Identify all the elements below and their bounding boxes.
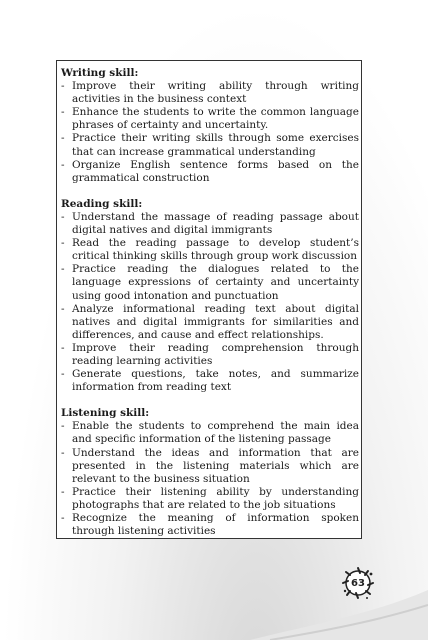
list-item: - Analyze informational reading text about digital natives and digital immigrants for similarities and differences, and cause and effect relationships.: [61, 303, 359, 342]
listening-skill-section: [61, 407, 359, 538]
list-item: - Read the reading passage to develop student’s critical thinking skills through group work discussion: [61, 237, 359, 263]
list-item: - Improve their writing ability through writing activities in the business context: [61, 80, 359, 106]
list-item: - Understand the massage of reading passage about digital natives and digital immigrants: [61, 211, 359, 237]
reading-skill-section: [61, 198, 359, 394]
section-title: Listening skill:: [61, 407, 150, 420]
skills-box: [56, 60, 362, 539]
page-number: 63: [351, 577, 365, 589]
list-item: - Practice reading the dialogues related to the language expressions of certainty and uncertainty using good intonation and punctuation: [61, 263, 359, 302]
list-item: - Practice their writing skills through some exercises that can increase grammatical understanding: [61, 132, 359, 158]
list-item: - Recognize the meaning of information spoken through listening activities: [61, 512, 359, 538]
decorative-swoosh: [250, 585, 428, 640]
list-item: - Generate questions, take notes, and summarize information from reading text: [61, 368, 359, 394]
writing-skill-section: [61, 67, 359, 185]
section-title: Writing skill:: [61, 67, 139, 79]
list-item: - Organize English sentence forms based on the grammatical construction: [61, 159, 359, 185]
list-item: - Practice their listening ability by understanding photographs that are related to the job situations: [61, 486, 359, 512]
page-number-badge: [340, 565, 376, 601]
section-title: Reading skill:: [61, 197, 143, 210]
list-item: - Enable the students to comprehend the main idea and specific information of the listening passage: [61, 420, 359, 446]
list-item: - Improve their reading comprehension through reading learning activities: [61, 342, 359, 368]
list-item: - Understand the ideas and information that are presented in the listening materials which are relevant to the business situation: [61, 447, 359, 486]
list-item: - Enhance the students to write the common language phrases of certainty and uncertainty.: [61, 106, 359, 132]
